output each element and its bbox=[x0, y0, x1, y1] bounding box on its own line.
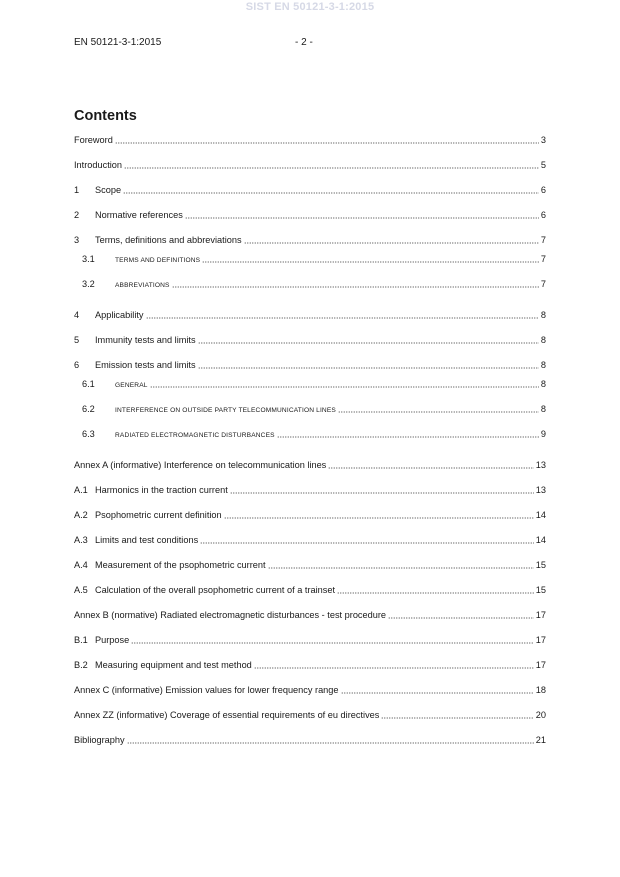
toc-entry-6-3[interactable] bbox=[82, 429, 546, 442]
toc-page-number: 5 bbox=[540, 160, 546, 170]
toc-entry-a-1[interactable] bbox=[74, 485, 546, 498]
toc-dot-leader bbox=[268, 561, 534, 569]
toc-entry-number: 5 bbox=[74, 335, 80, 345]
toc-dot-leader bbox=[146, 311, 539, 319]
toc-page-number: 6 bbox=[540, 185, 546, 195]
toc-entry-text: Terms, definitions and abbreviations bbox=[95, 235, 242, 245]
toc-page-number: 17 bbox=[535, 660, 546, 670]
toc-page-number: 3 bbox=[540, 135, 546, 145]
toc-dot-leader bbox=[172, 280, 539, 288]
toc-entry-number: B.1 bbox=[74, 635, 88, 645]
toc-dot-leader bbox=[185, 211, 539, 219]
toc-dot-leader bbox=[200, 536, 534, 544]
toc-entry-3-2[interactable] bbox=[82, 279, 546, 292]
toc-entry-text: TERMS AND DEFINITIONS bbox=[115, 257, 201, 264]
toc-page-number: 7 bbox=[540, 254, 546, 264]
toc-entry-text: Psophometric current definition bbox=[95, 510, 222, 520]
toc-entry-a-2[interactable] bbox=[74, 510, 546, 523]
toc-page-number: 7 bbox=[540, 279, 546, 289]
toc-page-number: 14 bbox=[535, 510, 546, 520]
toc-entry-b-2[interactable] bbox=[74, 660, 546, 673]
toc-entry-number: A.4 bbox=[74, 560, 88, 570]
toc-page-number: 15 bbox=[535, 560, 546, 570]
toc-entry-6-2[interactable] bbox=[82, 404, 546, 417]
toc-page-number: 8 bbox=[540, 379, 546, 389]
toc-dot-leader bbox=[244, 236, 539, 244]
toc-entry-text: Measuring equipment and test method bbox=[95, 660, 252, 670]
toc-entry-text: Scope bbox=[95, 185, 122, 195]
toc-entry-text: Immunity tests and limits bbox=[95, 335, 196, 345]
toc-page-number: 18 bbox=[535, 685, 546, 695]
toc-entry-3[interactable] bbox=[74, 235, 546, 248]
toc-dot-leader bbox=[150, 380, 539, 388]
toc-entry-number: A.1 bbox=[74, 485, 88, 495]
toc-entry-number: 6.1 bbox=[82, 379, 95, 389]
toc-entry-number: 4 bbox=[74, 310, 80, 320]
toc-entry-text: Measurement of the psophometric current bbox=[95, 560, 266, 570]
toc-page-number: 17 bbox=[535, 635, 546, 645]
toc-entry-text: RADIATED ELECTROMAGNETIC DISTURBANCES bbox=[115, 432, 275, 439]
toc-page-number: 15 bbox=[535, 585, 546, 595]
toc-page-number: 20 bbox=[535, 710, 546, 720]
toc-entry-text: Emission tests and limits bbox=[95, 360, 196, 370]
toc-entry-a-5[interactable] bbox=[74, 585, 546, 598]
toc-entry-text: Annex ZZ (informative) Coverage of essential requirements of eu directives bbox=[74, 710, 380, 720]
toc-dot-leader bbox=[115, 136, 539, 144]
toc-entry-text: Foreword bbox=[74, 135, 113, 145]
toc-dot-leader bbox=[131, 636, 534, 644]
toc-entry-foreword[interactable] bbox=[74, 135, 546, 148]
toc-dot-leader bbox=[254, 661, 534, 669]
toc-dot-leader bbox=[124, 161, 539, 169]
toc-page-number: 8 bbox=[540, 335, 546, 345]
toc-entry-bibliography[interactable] bbox=[74, 735, 546, 748]
toc-entry-annex-zz[interactable] bbox=[74, 710, 546, 723]
toc-entry-text: Annex A (informative) Interference on telecommunication lines bbox=[74, 460, 327, 470]
toc-dot-leader bbox=[198, 361, 539, 369]
toc-entry-text: Introduction bbox=[74, 160, 123, 170]
toc-dot-leader bbox=[127, 736, 534, 744]
toc-entry-number: A.5 bbox=[74, 585, 88, 595]
toc-entry-number: A.2 bbox=[74, 510, 88, 520]
page-title: Contents bbox=[74, 108, 137, 124]
toc-entry-a-3[interactable] bbox=[74, 535, 546, 548]
toc-dot-leader bbox=[341, 686, 534, 694]
toc-entry-text: ABBREVIATIONS bbox=[115, 282, 170, 289]
toc-page-number: 21 bbox=[535, 735, 546, 745]
toc-dot-leader bbox=[123, 186, 539, 194]
watermark-text: SIST EN 50121-3-1:2015 bbox=[245, 1, 375, 13]
toc-page-number: 7 bbox=[540, 235, 546, 245]
toc-dot-leader bbox=[337, 586, 534, 594]
toc-entry-number: 6.3 bbox=[82, 429, 95, 439]
toc-entry-text: Harmonics in the traction current bbox=[95, 485, 228, 495]
toc-dot-leader bbox=[277, 430, 539, 438]
toc-entry-text: Purpose bbox=[95, 635, 130, 645]
toc-dot-leader bbox=[202, 255, 539, 263]
toc-dot-leader bbox=[338, 405, 539, 413]
toc-entry-annex-a[interactable] bbox=[74, 460, 546, 473]
toc-entry-number: 6 bbox=[74, 360, 80, 370]
toc-entry-6-1[interactable] bbox=[82, 379, 546, 392]
toc-page-number: 13 bbox=[535, 460, 546, 470]
header-page-number: - 2 - bbox=[295, 37, 313, 48]
toc-entry-5[interactable] bbox=[74, 335, 546, 348]
toc-entry-number: 3.2 bbox=[82, 279, 95, 289]
toc-dot-leader bbox=[328, 461, 533, 469]
toc-entry-number: B.2 bbox=[74, 660, 88, 670]
toc-page-number: 9 bbox=[540, 429, 546, 439]
toc-entry-text: Bibliography bbox=[74, 735, 125, 745]
toc-entry-a-4[interactable] bbox=[74, 560, 546, 573]
toc-page-number: 14 bbox=[535, 535, 546, 545]
toc-entry-annex-c[interactable] bbox=[74, 685, 546, 698]
toc-entry-text: Normative references bbox=[95, 210, 183, 220]
toc-page-number: 8 bbox=[540, 310, 546, 320]
toc-entry-text: Applicability bbox=[95, 310, 144, 320]
toc-page-number: 13 bbox=[535, 485, 546, 495]
toc-entry-number: 2 bbox=[74, 210, 80, 220]
toc-page-number: 17 bbox=[535, 610, 546, 620]
toc-dot-leader bbox=[224, 511, 534, 519]
toc-entry-1[interactable] bbox=[74, 185, 546, 198]
header-doc-id: EN 50121-3-1:2015 bbox=[74, 37, 162, 48]
toc-entry-b-1[interactable] bbox=[74, 635, 546, 648]
toc-page-number: 8 bbox=[540, 360, 546, 370]
toc-entry-number: 3.1 bbox=[82, 254, 95, 264]
toc-entry-introduction[interactable] bbox=[74, 160, 546, 173]
toc-entry-number: 3 bbox=[74, 235, 80, 245]
toc-entry-text: Annex C (informative) Emission values for lower frequency range bbox=[74, 685, 339, 695]
toc-entry-number: 6.2 bbox=[82, 404, 95, 414]
toc-entry-text: INTERFERENCE ON OUTSIDE PARTY TELECOMMUNICATION LINES bbox=[115, 407, 336, 414]
toc-entry-6[interactable] bbox=[74, 360, 546, 373]
toc-entry-text: Annex B (normative) Radiated electromagnetic disturbances - test procedure bbox=[74, 610, 387, 620]
toc-entry-text: Calculation of the overall psophometric current of a trainset bbox=[95, 585, 336, 595]
toc-dot-leader bbox=[198, 336, 539, 344]
toc-entry-2[interactable] bbox=[74, 210, 546, 223]
toc-entry-3-1[interactable] bbox=[82, 254, 546, 267]
toc-entry-text: GENERAL bbox=[115, 382, 148, 389]
toc-entry-text: Limits and test conditions bbox=[95, 535, 199, 545]
toc-dot-leader bbox=[381, 711, 533, 719]
toc-entry-annex-b[interactable] bbox=[74, 610, 546, 623]
toc-entry-number: 1 bbox=[74, 185, 80, 195]
toc-dot-leader bbox=[230, 486, 534, 494]
toc-page-number: 8 bbox=[540, 404, 546, 414]
toc-dot-leader bbox=[388, 611, 534, 619]
toc-entry-number: A.3 bbox=[74, 535, 88, 545]
toc-entry-4[interactable] bbox=[74, 310, 546, 323]
toc-page-number: 6 bbox=[540, 210, 546, 220]
